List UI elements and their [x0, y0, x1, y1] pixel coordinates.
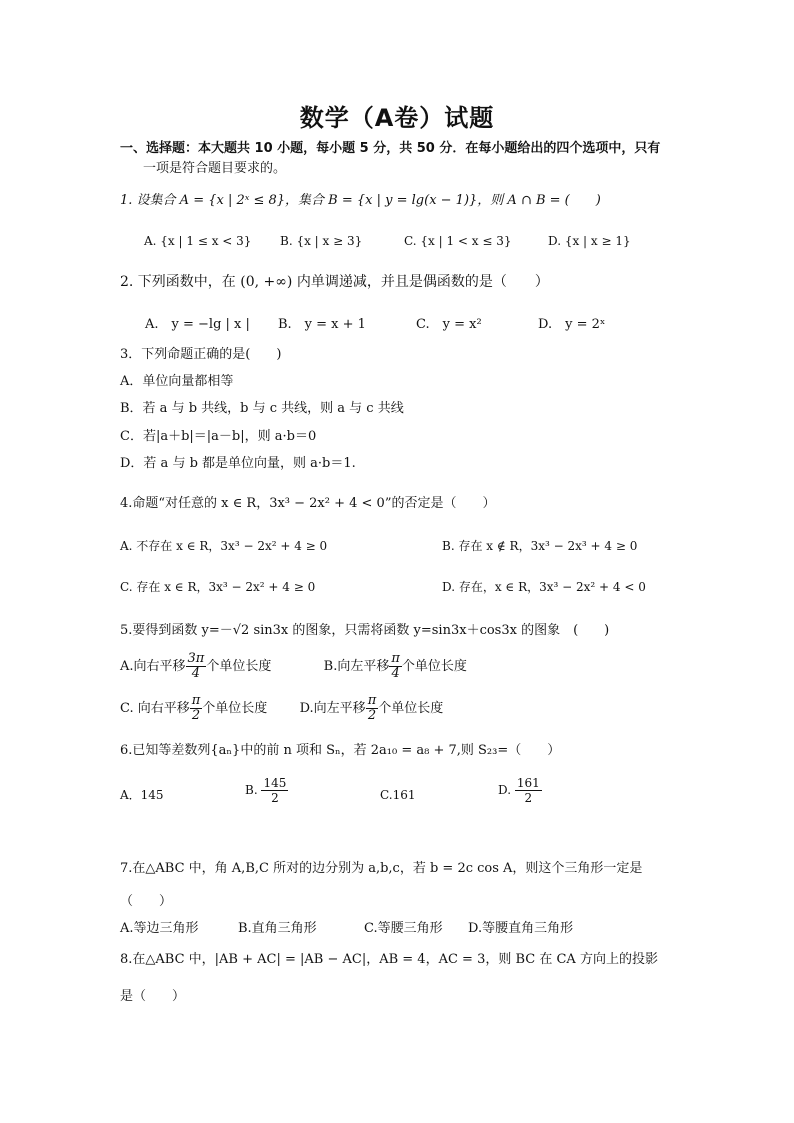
- question-3-option-c: C．若|a＋b|＝|a－b|，则 a·b＝0: [120, 429, 317, 444]
- option-d-suffix: 个单位长度: [378, 701, 444, 716]
- question-2-option-d: D. y = 2ˣ: [538, 317, 606, 332]
- question-1-option-b: B. {x | x ≥ 3}: [280, 234, 363, 248]
- option-a-denominator: 4: [191, 666, 201, 681]
- question-4-option-b: B. 存在 x ∉ R，3x³ − 2x³ + 4 ≥ 0: [442, 539, 638, 553]
- question-5-row-2: [120, 694, 443, 723]
- question-3-stem: 3．下列命题正确的是( ): [120, 347, 282, 362]
- question-6-option-c: C.161: [380, 788, 416, 802]
- option-d-numerator: π: [367, 693, 377, 708]
- question-8-stem: 8.在△ABC 中，|AB + AC| = |AB − AC|，AB = 4，AC = 3，则 BC 在 CA 方向上的投影: [120, 952, 658, 967]
- question-2-option-c: C. y = x²: [416, 317, 482, 332]
- section-heading-line2: 一项是符合题目要求的。: [143, 161, 287, 176]
- option-c-prefix: C. 向右平移: [120, 701, 190, 716]
- option-b-fraction: [389, 652, 402, 681]
- question-5-option-d: [299, 693, 444, 723]
- option-c-fraction: [190, 694, 203, 723]
- question-5-stem: 5.要得到函数 y=－√2 sin3x 的图象，只需将函数 y=sin3x＋cos3x 的图象 ( ): [120, 623, 610, 638]
- question-2-option-a: A. y = −lg | x |: [145, 317, 250, 332]
- question-6-option-d: [498, 776, 542, 805]
- question-6-stem: 6.已知等差数列{aₙ}中的前 n 项和 Sₙ，若 2a₁₀ = a₈ + 7,则 S₂₃=（ ）: [120, 743, 561, 758]
- option-d-prefix: D.向左平移: [299, 701, 366, 716]
- question-7-option-c: C.等腰三角形: [364, 921, 443, 936]
- question-2-option-b: B. y = x + 1: [278, 317, 366, 332]
- option-a-numerator: 3π: [187, 651, 205, 666]
- question-3-option-a: A．单位向量都相等: [120, 374, 234, 389]
- question-7-option-a: A.等边三角形: [120, 921, 199, 936]
- section-heading-line1: 一、选择题：本大题共 10 小题，每小题 5 分，共 50 分．在每小题给出的四个选项中，只有: [120, 141, 661, 156]
- option-c-denominator: 2: [191, 708, 201, 723]
- question-7-stem: 7.在△ABC 中，角 A,B,C 所对的边分别为 a,b,c，若 b = 2c cos A，则这个三角形一定是: [120, 861, 643, 876]
- question-7-paren: （ ）: [120, 894, 173, 909]
- question-5-row-1: [120, 652, 467, 681]
- option-a-prefix: A.向右平移: [120, 659, 186, 674]
- option-c-numerator: π: [191, 693, 201, 708]
- option-d-fraction: [515, 776, 542, 805]
- option-b-denominator: 2: [271, 791, 279, 805]
- option-d-denominator: 2: [524, 791, 533, 805]
- question-4-stem: 4.命题“对任意的 x ∈ R，3x³ − 2x² + 4 < 0”的否定是（ ）: [120, 496, 496, 511]
- question-1-stem: 1. 设集合 A = {x | 2ˣ ≤ 8}，集合 B = {x | y = lg(x − 1)}，则 A ∩ B = ( ): [120, 193, 601, 208]
- question-1-option-c: C. {x | 1 < x ≤ 3}: [404, 234, 512, 248]
- question-7-option-d: D.等腰直角三角形: [468, 921, 574, 936]
- question-1-option-a: A. {x | 1 ≤ x < 3}: [144, 234, 252, 248]
- question-8-stem-continued: 是（ ）: [120, 989, 186, 1004]
- option-a-suffix: 个单位长度: [206, 659, 272, 674]
- page-title: 数学（A卷）试题: [299, 104, 495, 132]
- question-5-option-b: [323, 651, 467, 681]
- option-d-prefix: D.: [498, 783, 512, 797]
- question-4-option-d: D. 存在，x ∈ R，3x³ − 2x² + 4 < 0: [442, 580, 646, 594]
- question-5-option-c: [120, 693, 271, 723]
- option-b-fraction: [261, 776, 288, 805]
- option-b-suffix: 个单位长度: [401, 659, 467, 674]
- question-4-option-a: A. 不存在 x ∈ R，3x³ − 2x² + 4 ≥ 0: [120, 539, 328, 553]
- option-c-suffix: 个单位长度: [202, 701, 268, 716]
- question-2-stem: 2. 下列函数中，在 (0, +∞) 内单调递减，并且是偶函数的是（ ）: [120, 274, 549, 290]
- option-b-numerator: 145: [263, 776, 287, 790]
- question-6-option-a: A．145: [120, 788, 164, 802]
- option-d-denominator: 2: [367, 708, 377, 723]
- option-d-fraction: [366, 694, 379, 723]
- option-b-denominator: 4: [391, 666, 400, 681]
- option-b-prefix: B.: [245, 783, 258, 797]
- question-3-option-b: B．若 a 与 b 共线，b 与 c 共线，则 a 与 c 共线: [120, 401, 404, 416]
- question-7-option-b: B.直角三角形: [238, 921, 317, 936]
- question-4-option-c: C. 存在 x ∈ R，3x³ − 2x² + 4 ≥ 0: [120, 580, 316, 594]
- question-1-option-d: D. {x | x ≥ 1}: [548, 234, 631, 248]
- option-a-fraction: [186, 652, 207, 681]
- option-d-numerator: 161: [516, 776, 540, 790]
- question-3-option-d: D．若 a 与 b 都是单位向量，则 a·b＝1.: [120, 456, 356, 471]
- option-b-numerator: π: [391, 651, 400, 666]
- option-b-prefix: B.向左平移: [323, 659, 390, 674]
- question-6-option-b: [245, 776, 288, 805]
